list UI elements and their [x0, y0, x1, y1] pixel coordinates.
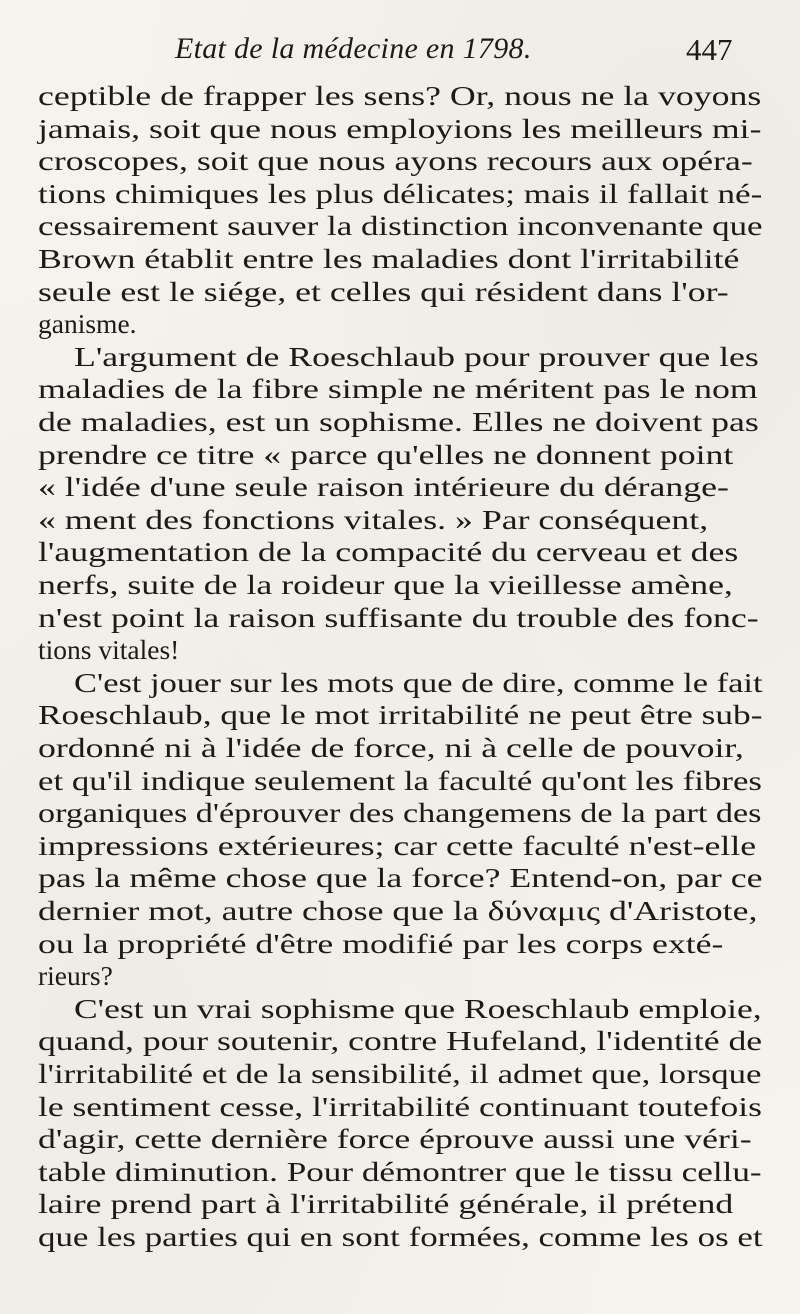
- text-line: maladies de la fibre simple ne méritent pas le nom: [38, 373, 758, 405]
- text-line: prendre ce titre « parce qu'elles ne donnent point: [38, 438, 734, 470]
- text-line: ou la propriété d'être modifié par les corps exté-: [38, 927, 724, 959]
- text-line: C'est jouer sur les mots que de dire, comme le fait: [74, 666, 763, 698]
- text-line: « l'idée d'une seule raison intérieure du dérange-: [38, 471, 729, 503]
- text-line: seule est le siége, et celles qui résident dans l'or-: [38, 275, 729, 307]
- text-line: « ment des fonctions vitales. » Par conséquent,: [38, 503, 709, 535]
- text-line: quand, pour soutenir, contre Hufeland, l'identité de: [38, 1025, 763, 1057]
- text-line: et qu'il indique seulement la faculté qu'ont les fibres: [38, 764, 762, 796]
- text-line: n'est point la raison suffisante du trouble des fonc-: [38, 601, 759, 633]
- text-line: rieurs?: [38, 960, 113, 992]
- text-line: table diminution. Pour démontrer que le tissu cellu-: [38, 1155, 762, 1187]
- page-header: [0, 28, 800, 78]
- text-line: jamais, soit que nous employions les meilleurs mi-: [38, 112, 762, 144]
- text-line: pas la même chose que la force? Entend-on, par ce: [38, 862, 763, 894]
- text-line: Roeschlaub, que le mot irritabilité ne peut être sub-: [38, 699, 763, 731]
- text-line: d'agir, cette dernière force éprouve aussi une véri-: [38, 1123, 752, 1155]
- text-line: tions chimiques les plus délicates; mais il fallait né-: [38, 177, 763, 209]
- text-line: le sentiment cesse, l'irritabilité continuant toutefois: [38, 1090, 762, 1122]
- running-title: Etat de la médecine en 1798.: [175, 32, 532, 65]
- text-line: Brown établit entre les maladies dont l'irritabilité: [38, 243, 740, 274]
- text-line: l'irritabilité et de la sensibilité, il admet que, lorsque: [38, 1058, 762, 1089]
- page-number: 447: [686, 32, 733, 67]
- text-line: ordonné ni à l'idée de force, ni à celle de pouvoir,: [38, 732, 744, 763]
- text-line: nerfs, suite de la roideur que la vieillesse amène,: [38, 569, 733, 600]
- text-line: organiques d'éprouver des changemens de la part des: [38, 797, 762, 829]
- text-line: l'augmentation de la compacité du cerveau et des: [38, 536, 739, 568]
- text-line: tions vitales!: [38, 634, 180, 666]
- text-line: laire prend part à l'irritabilité générale, il prétend: [38, 1188, 734, 1220]
- text-line: C'est un vrai sophisme que Roeschlaub emploie,: [74, 992, 762, 1024]
- text-line: ganisme.: [38, 308, 137, 340]
- text-line: que les parties qui en sont formées, comme les os et: [38, 1221, 763, 1252]
- text-line: impressions extérieures; car cette faculté n'est-elle: [38, 829, 757, 861]
- text-line: dernier mot, autre chose que la δύναμις d'Aristote,: [38, 895, 758, 926]
- text-line: croscopes, soit que nous ayons recours aux opéra-: [38, 145, 753, 177]
- text-line: ceptible de frapper les sens? Or, nous ne la voyons: [38, 80, 762, 111]
- text-line: de maladies, est un sophisme. Elles ne doivent pas: [38, 406, 759, 437]
- text-line: L'argument de Roeschlaub pour prouver que les: [74, 340, 759, 372]
- text-line: cessairement sauver la distinction inconvenante que: [38, 210, 763, 242]
